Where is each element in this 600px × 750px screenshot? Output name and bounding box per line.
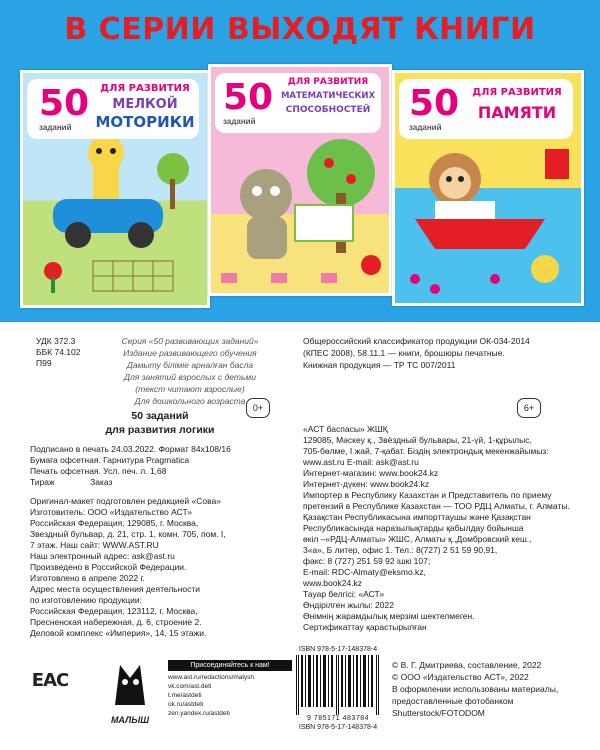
- copyright-line: © ООО «Издательство АСТ», 2022: [392, 672, 529, 682]
- manufacturer-line: Изготовлено в апреле 2022 г.: [30, 573, 145, 583]
- print-line: Бумага офсетная. Гарнитура Pragmatica: [30, 455, 190, 465]
- manufacturer-line: по изготовлению продукции:: [30, 595, 143, 605]
- series-line: Для занятий взрослых с детьми: [124, 372, 256, 382]
- series-headline: В СЕРИИ ВЫХОДЯТ КНИГИ: [64, 12, 536, 47]
- social-link[interactable]: www.ast.ru/redactions/malysh: [168, 674, 254, 681]
- copyright-line: © В. Г. Дмитриева, составление, 2022: [392, 660, 542, 670]
- book-cover-math: [208, 64, 392, 296]
- barcode-icon: [292, 655, 384, 715]
- kz-line: Сертификаттау қарастырылған: [303, 622, 427, 632]
- giraffe-car-illustration: [23, 139, 207, 299]
- author-code: П99: [36, 358, 52, 368]
- classifier-line: Книжная продукция — ТР ТС 007/2011: [303, 360, 456, 370]
- book-title-line: СПОСОБНОСТЕЙ: [285, 105, 371, 115]
- series-line: Издание развивающего обучения: [123, 348, 257, 358]
- series-line: Для дошкольного возраста: [134, 396, 246, 406]
- book-tasks-word: заданий: [409, 123, 442, 132]
- social-title: Присоединяйтесь к нам!: [168, 660, 292, 671]
- social-link[interactable]: ok.ru/astdeti: [168, 701, 204, 708]
- manufacturer-line: Адрес места осуществления деятельности: [30, 584, 201, 594]
- kz-line: претензий в Республике Казахстан — ТОО РДЦ Алматы, г. Алматы.: [303, 501, 570, 511]
- kz-line: Қазақстан Республикасына импорттаушы және Қазақстан: [303, 512, 531, 522]
- kz-line: 705-бөлме, I жай, 7-қабат. Біздің электрондық мекенжайымыз:: [303, 446, 549, 456]
- book-title-line: ДЛЯ РАЗВИТИЯ: [472, 87, 562, 98]
- lion-boat-illustration: [395, 139, 581, 299]
- age-rating-badge: 6+: [517, 398, 541, 418]
- kz-line: www.ast.ru E-mail: ask@ast.ru: [303, 457, 419, 467]
- manufacturer-line: 7 этаж. Наш сайт: WWW.AST.RU: [30, 540, 159, 550]
- publisher-logo-text: МАЛЫШ: [110, 715, 150, 725]
- kz-line: өкіл –«РДЦ-Алматы» ЖШС, Алматы қ.,Домбровский кеш.,: [303, 534, 532, 544]
- manufacturer-line: Оригинал-макет подготовлен редакцией «Сова»: [30, 496, 221, 506]
- kz-line: Интернет-магазин: www.book24.kz: [303, 468, 439, 478]
- copyright-line: В оформлении использованы материалы,: [392, 684, 559, 694]
- kz-line: Импортер в Республику Казахстан и Представитель по приему: [303, 490, 552, 500]
- manufacturer-line: Произведено в Российской Федерации.: [30, 562, 187, 572]
- kz-line: 3«а», Б литер, офис 1. Тел.: 8(727) 2 51 59 90,91,: [303, 545, 498, 555]
- manufacturer-line: Звездный бульвар, д. 21, стр. 1, комн. 705, пом. I,: [30, 529, 226, 539]
- bbk-line: ББК 74.102: [36, 347, 81, 357]
- barcode-digits: 9 785171 483784: [307, 715, 369, 722]
- series-line: (текст читают взрослые): [135, 384, 245, 394]
- print-line: Тираж Заказ: [30, 477, 113, 487]
- eac-text: EAC: [31, 669, 69, 691]
- kz-line: Өнімнің жарамдылық мерзімі шектелмеген.: [303, 611, 475, 621]
- print-line: Печать офсетная. Усл. печ. л. 1,68: [30, 466, 167, 476]
- book-number: 50: [223, 77, 274, 118]
- book-title-line: МОТОРИКИ: [95, 113, 195, 131]
- copyright-line: Shutterstock/FOTODOM: [392, 708, 485, 718]
- classifier-line: (КПЕС 2008), 58.11.1 — книги, брошюры печатные.: [303, 348, 505, 358]
- kz-line: факс: 8 (727) 251 59 92 ішкі 107;: [303, 556, 431, 566]
- manufacturer-line: Деловой комплекс «Империя», 14, 15 этажи.: [30, 628, 207, 638]
- manufacturer-line: Изготовитель: ООО «Издательство АСТ»: [30, 507, 193, 517]
- kz-line: 129085, Мәскеу қ., Звёздный бульвары, 21-үй, 1-құрылыс,: [303, 435, 532, 445]
- book-cover-memory: [392, 70, 584, 306]
- book-tasks-word: заданий: [223, 117, 256, 126]
- print-line: Подписано в печать 24.03.2022. Формат 84х108/16: [30, 444, 231, 454]
- publisher-logo: [100, 650, 160, 730]
- book-title-line: ДЛЯ РАЗВИТИЯ: [287, 77, 369, 87]
- manufacturer-line: Российская Федерация, 123112, г. Москва,: [30, 606, 198, 616]
- copyright-line: предоставленные фотобанком: [392, 696, 514, 706]
- book-title: 50 заданий: [131, 410, 189, 422]
- book-number: 50: [39, 83, 90, 124]
- kz-line: E-mail: RDC-Almaty@eksmo.kz,: [303, 567, 426, 577]
- eac-mark: [32, 662, 68, 698]
- book-tasks-word: заданий: [39, 123, 72, 132]
- kz-line: Тауар белгісі: «АСТ»: [303, 589, 385, 599]
- age-rating-badge: 0+: [246, 398, 270, 418]
- social-link[interactable]: zen.yandex.ru/astdeti: [168, 710, 230, 717]
- barcode-block: [292, 646, 384, 731]
- book-number: 50: [409, 83, 460, 124]
- social-link[interactable]: vk.com/ast.deti: [168, 683, 212, 690]
- isbn-top: ISBN 978-5-17-148378-4: [298, 646, 378, 653]
- social-link[interactable]: t.me/astdeti: [168, 692, 202, 699]
- udk-line: УДК 372.3: [36, 336, 76, 346]
- social-block: [168, 660, 292, 717]
- manufacturer-line: Пресненская набережная, д. 6, строение 2.: [30, 617, 202, 627]
- kz-line: Интернет-дүкен: www.book24.kz: [303, 479, 430, 489]
- series-line: Серия «50 развивающих заданий»: [121, 336, 259, 346]
- series-banner: [0, 0, 600, 322]
- isbn-bottom: ISBN 978-5-17-148378-4: [298, 724, 378, 731]
- cat-tree-illustration: [211, 133, 389, 289]
- manufacturer-line: Наш электронный адрес: ask@ast.ru: [30, 551, 175, 561]
- classifier-line: Общероссийский классификатор продукции ОК-034-2014: [303, 336, 530, 346]
- manufacturer-line: Российская Федерация, 129085, г. Москва,: [30, 518, 199, 528]
- book-subtitle: для развития логики: [105, 424, 215, 436]
- kz-line: Өндірілген жылы: 2022: [303, 600, 394, 610]
- book-title-line: ПАМЯТИ: [477, 103, 557, 122]
- book-title-line: ДЛЯ РАЗВИТИЯ: [100, 83, 190, 94]
- cat-logo-icon: [100, 650, 160, 710]
- kz-line: www.book24.kz: [303, 578, 363, 588]
- book-title-line: МЕЛКОЙ: [112, 97, 178, 112]
- book-title-line: МАТЕМАТИЧЕСКИХ: [280, 91, 376, 101]
- kz-line: Республикасында наразылықтарды қабылдау бойынша: [303, 523, 524, 533]
- kz-line: «АСТ баспасы» ЖШҚ: [303, 424, 388, 434]
- book-cover-motor-skills: [20, 70, 210, 308]
- series-line: Дамыту біліміе арналған басла: [126, 360, 254, 370]
